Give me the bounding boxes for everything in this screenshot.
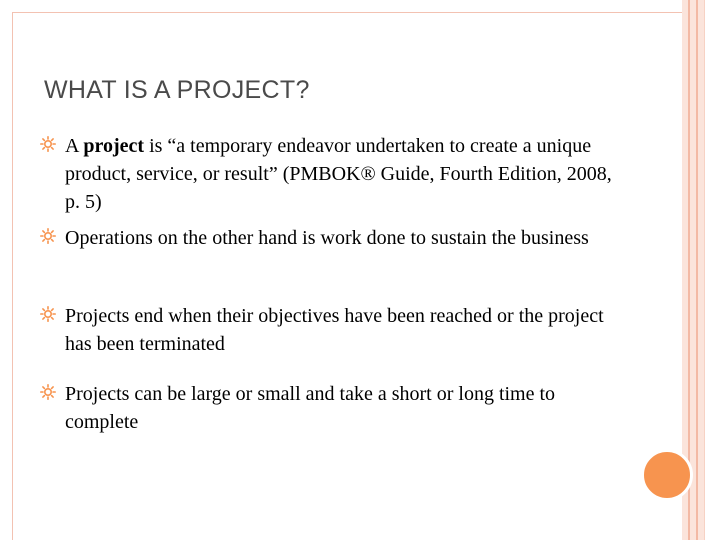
bullet-item <box>40 302 620 358</box>
bullet-text: A project is “a temporary endeavor undertaken to create a unique product, service, or result” (PMBOK® Guide, Fourth Edition, 2008, p. 5) <box>65 135 612 213</box>
bullet-text: Projects can be large or small and take a short or long time to complete <box>65 383 556 433</box>
bullet-item <box>40 380 620 436</box>
rail-line <box>696 0 698 540</box>
decorative-orange-circle <box>641 449 693 501</box>
bullet-text: Operations on the other hand is work done to sustain the business <box>65 227 589 249</box>
sun-bullet-icon <box>40 228 56 244</box>
bullet-item <box>40 132 620 216</box>
slide-title: WHAT IS A PROJECT? <box>44 76 310 104</box>
sun-bullet-icon <box>40 384 56 400</box>
bullet-item <box>40 224 620 252</box>
bullet-text: Projects end when their objectives have been reached or the project has been terminated <box>65 305 604 355</box>
sun-bullet-icon <box>40 306 56 322</box>
sun-bullet-icon <box>40 136 56 152</box>
bold-term: project <box>83 135 145 157</box>
rail-line <box>688 0 690 540</box>
rail-line <box>704 0 705 540</box>
